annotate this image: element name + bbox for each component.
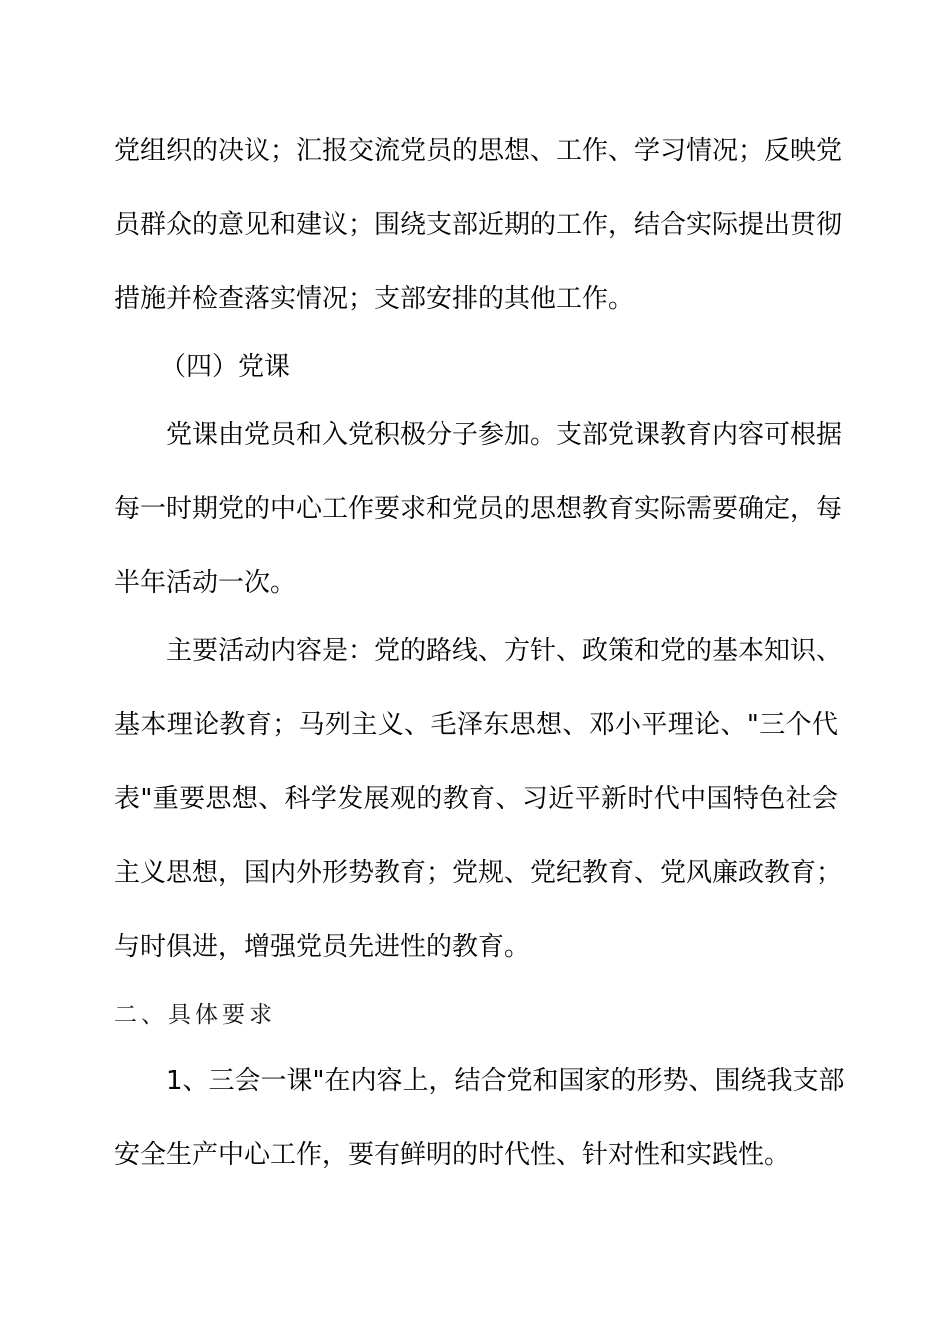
paragraph-line-8: 主要活动内容是：党的路线、方针、政策和党的基本知识、 <box>166 636 843 666</box>
paragraph-line-6: 每一时期党的中心工作要求和党员的思想教育实际需要确定，每 <box>114 494 843 524</box>
section-heading-party-lecture: （四）党课 <box>160 352 291 382</box>
paragraph-line-2: 员群众的意见和建议；围绕支部近期的工作，结合实际提出贯彻 <box>114 210 843 240</box>
paragraph-line-1: 党组织的决议；汇报交流党员的思想、工作、学习情况；反映党 <box>114 136 843 166</box>
paragraph-line-7: 半年活动一次。 <box>114 568 297 598</box>
paragraph-line-12: 与时俱进，增强党员先进性的教育。 <box>114 932 531 962</box>
paragraph-line-14: 1、三会一课"在内容上，结合党和国家的形势、围绕我支部 <box>166 1066 845 1096</box>
paragraph-line-5: 党课由党员和入党积极分子参加。支部党课教育内容可根据 <box>166 420 843 450</box>
paragraph-line-15: 安全生产中心工作，要有鲜明的时代性、针对性和实践性。 <box>114 1140 791 1170</box>
paragraph-line-3: 措施并检查落实情况；支部安排的其他工作。 <box>114 284 635 314</box>
paragraph-line-10: 表"重要思想、科学发展观的教育、习近平新时代中国特色社会 <box>114 784 838 814</box>
paragraph-line-11: 主义思想，国内外形势教育；党规、党纪教育、党风廉政教育； <box>114 858 843 888</box>
paragraph-line-9: 基本理论教育；马列主义、毛泽东思想、邓小平理论、"三个代 <box>114 710 838 740</box>
section-heading-specific-requirements: 二、具体要求 <box>114 1002 276 1028</box>
